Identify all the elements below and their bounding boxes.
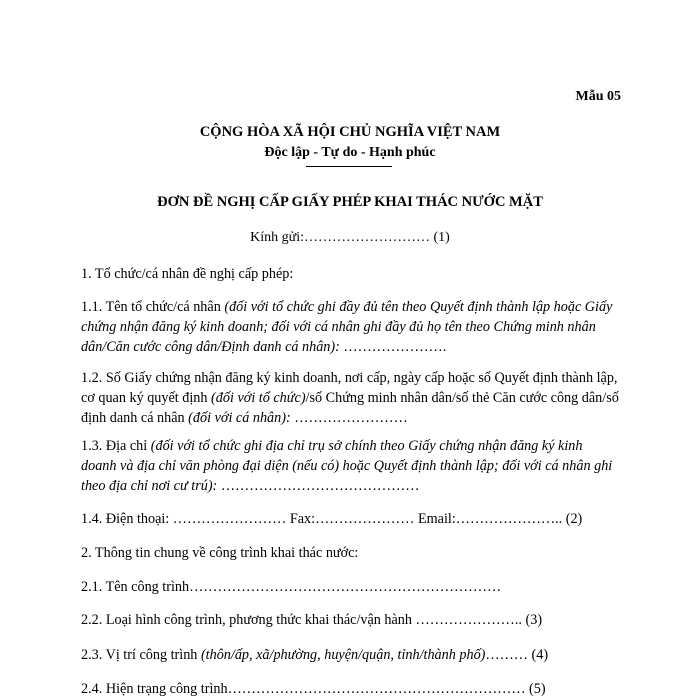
item-1-1-note: (đối với tổ chức ghi đầy đủ tên theo Quyết định thành lập hoặc Giấy chứng nhận đăng ký kinh doanh; đối với cá nhân ghi đầy đủ họ tên theo Chứng minh nhân dân/Căn cước công dân/Định danh cá nhân): [81, 299, 613, 355]
item-2-3-label: 2.3. Vị trí công trình [81, 647, 201, 663]
item-2-4: 2.4. Hiện trạng công trình……………………………………………………… (5) [81, 681, 546, 697]
motto-underline [306, 166, 392, 167]
item-1-2-note-org: (đối với tổ chức) [211, 390, 306, 406]
item-2-2: 2.2. Loại hình công trình, phương thức khai thác/vận hành ………………….. (3) [81, 612, 543, 628]
item-2-3-note: (thôn/ấp, xã/phường, huyện/quận, tỉnh/thành phố) [200, 647, 486, 663]
item-1-1 [81, 297, 621, 357]
item-1-2-blank: …………………… [294, 410, 408, 426]
item-2-1: 2.1. Tên công trình………………………………………………………… [81, 579, 502, 595]
document-title: ĐƠN ĐỀ NGHỊ CẤP GIẤY PHÉP KHAI THÁC NƯỚC MẶT [157, 194, 543, 210]
item-1-2-note-person: (đối với cá nhân): [188, 410, 295, 426]
item-1-3-blank: …………………………………… [220, 478, 420, 494]
item-1-1-blank: …………………. [343, 339, 447, 355]
item-2-3 [81, 645, 621, 665]
item-1-4: 1.4. Điện thoại: …………………… Fax:………………… Email:………………….. (2) [81, 511, 583, 527]
item-2-3-suffix: ……… (4) [485, 647, 549, 663]
item-1-2 [81, 368, 621, 428]
item-1-3-note: (đối với tổ chức ghi địa chỉ trụ sở chính theo Giấy chứng nhận đăng ký kinh doanh và địa chỉ văn phòng đại diện (nếu có) hoặc Quyết định thành lập; đối với cá nhân ghi theo địa chỉ nơi cư trú): [81, 438, 613, 494]
section-1-heading: 1. Tổ chức/cá nhân đề nghị cấp phép: [81, 266, 294, 282]
section-2-heading: 2. Thông tin chung về công trình khai thác nước: [81, 545, 359, 561]
national-title: CỘNG HÒA XÃ HỘI CHỦ NGHĨA VIỆT NAM [199, 124, 501, 140]
item-1-2-label: 1.2. Số Giấy chứng nhận đăng ký kinh doanh, nơi cấp, ngày cấp hoặc số Quyết định thành lập, cơ quan ký quyết định [81, 370, 618, 406]
item-1-1-label: 1.1. Tên tổ chức/cá nhân [81, 299, 225, 315]
form-number: Mẫu 05 [575, 89, 621, 104]
recipient-line: Kính gửi:……………………… (1) [250, 230, 450, 245]
item-1-2-mid: /số Chứng minh nhân dân/số thẻ Căn cước công dân/số định danh cá nhân [81, 390, 619, 426]
national-motto: Độc lập - Tự do - Hạnh phúc [264, 145, 436, 160]
item-1-3-label: 1.3. Địa chỉ [81, 438, 151, 454]
item-1-3 [81, 436, 621, 496]
